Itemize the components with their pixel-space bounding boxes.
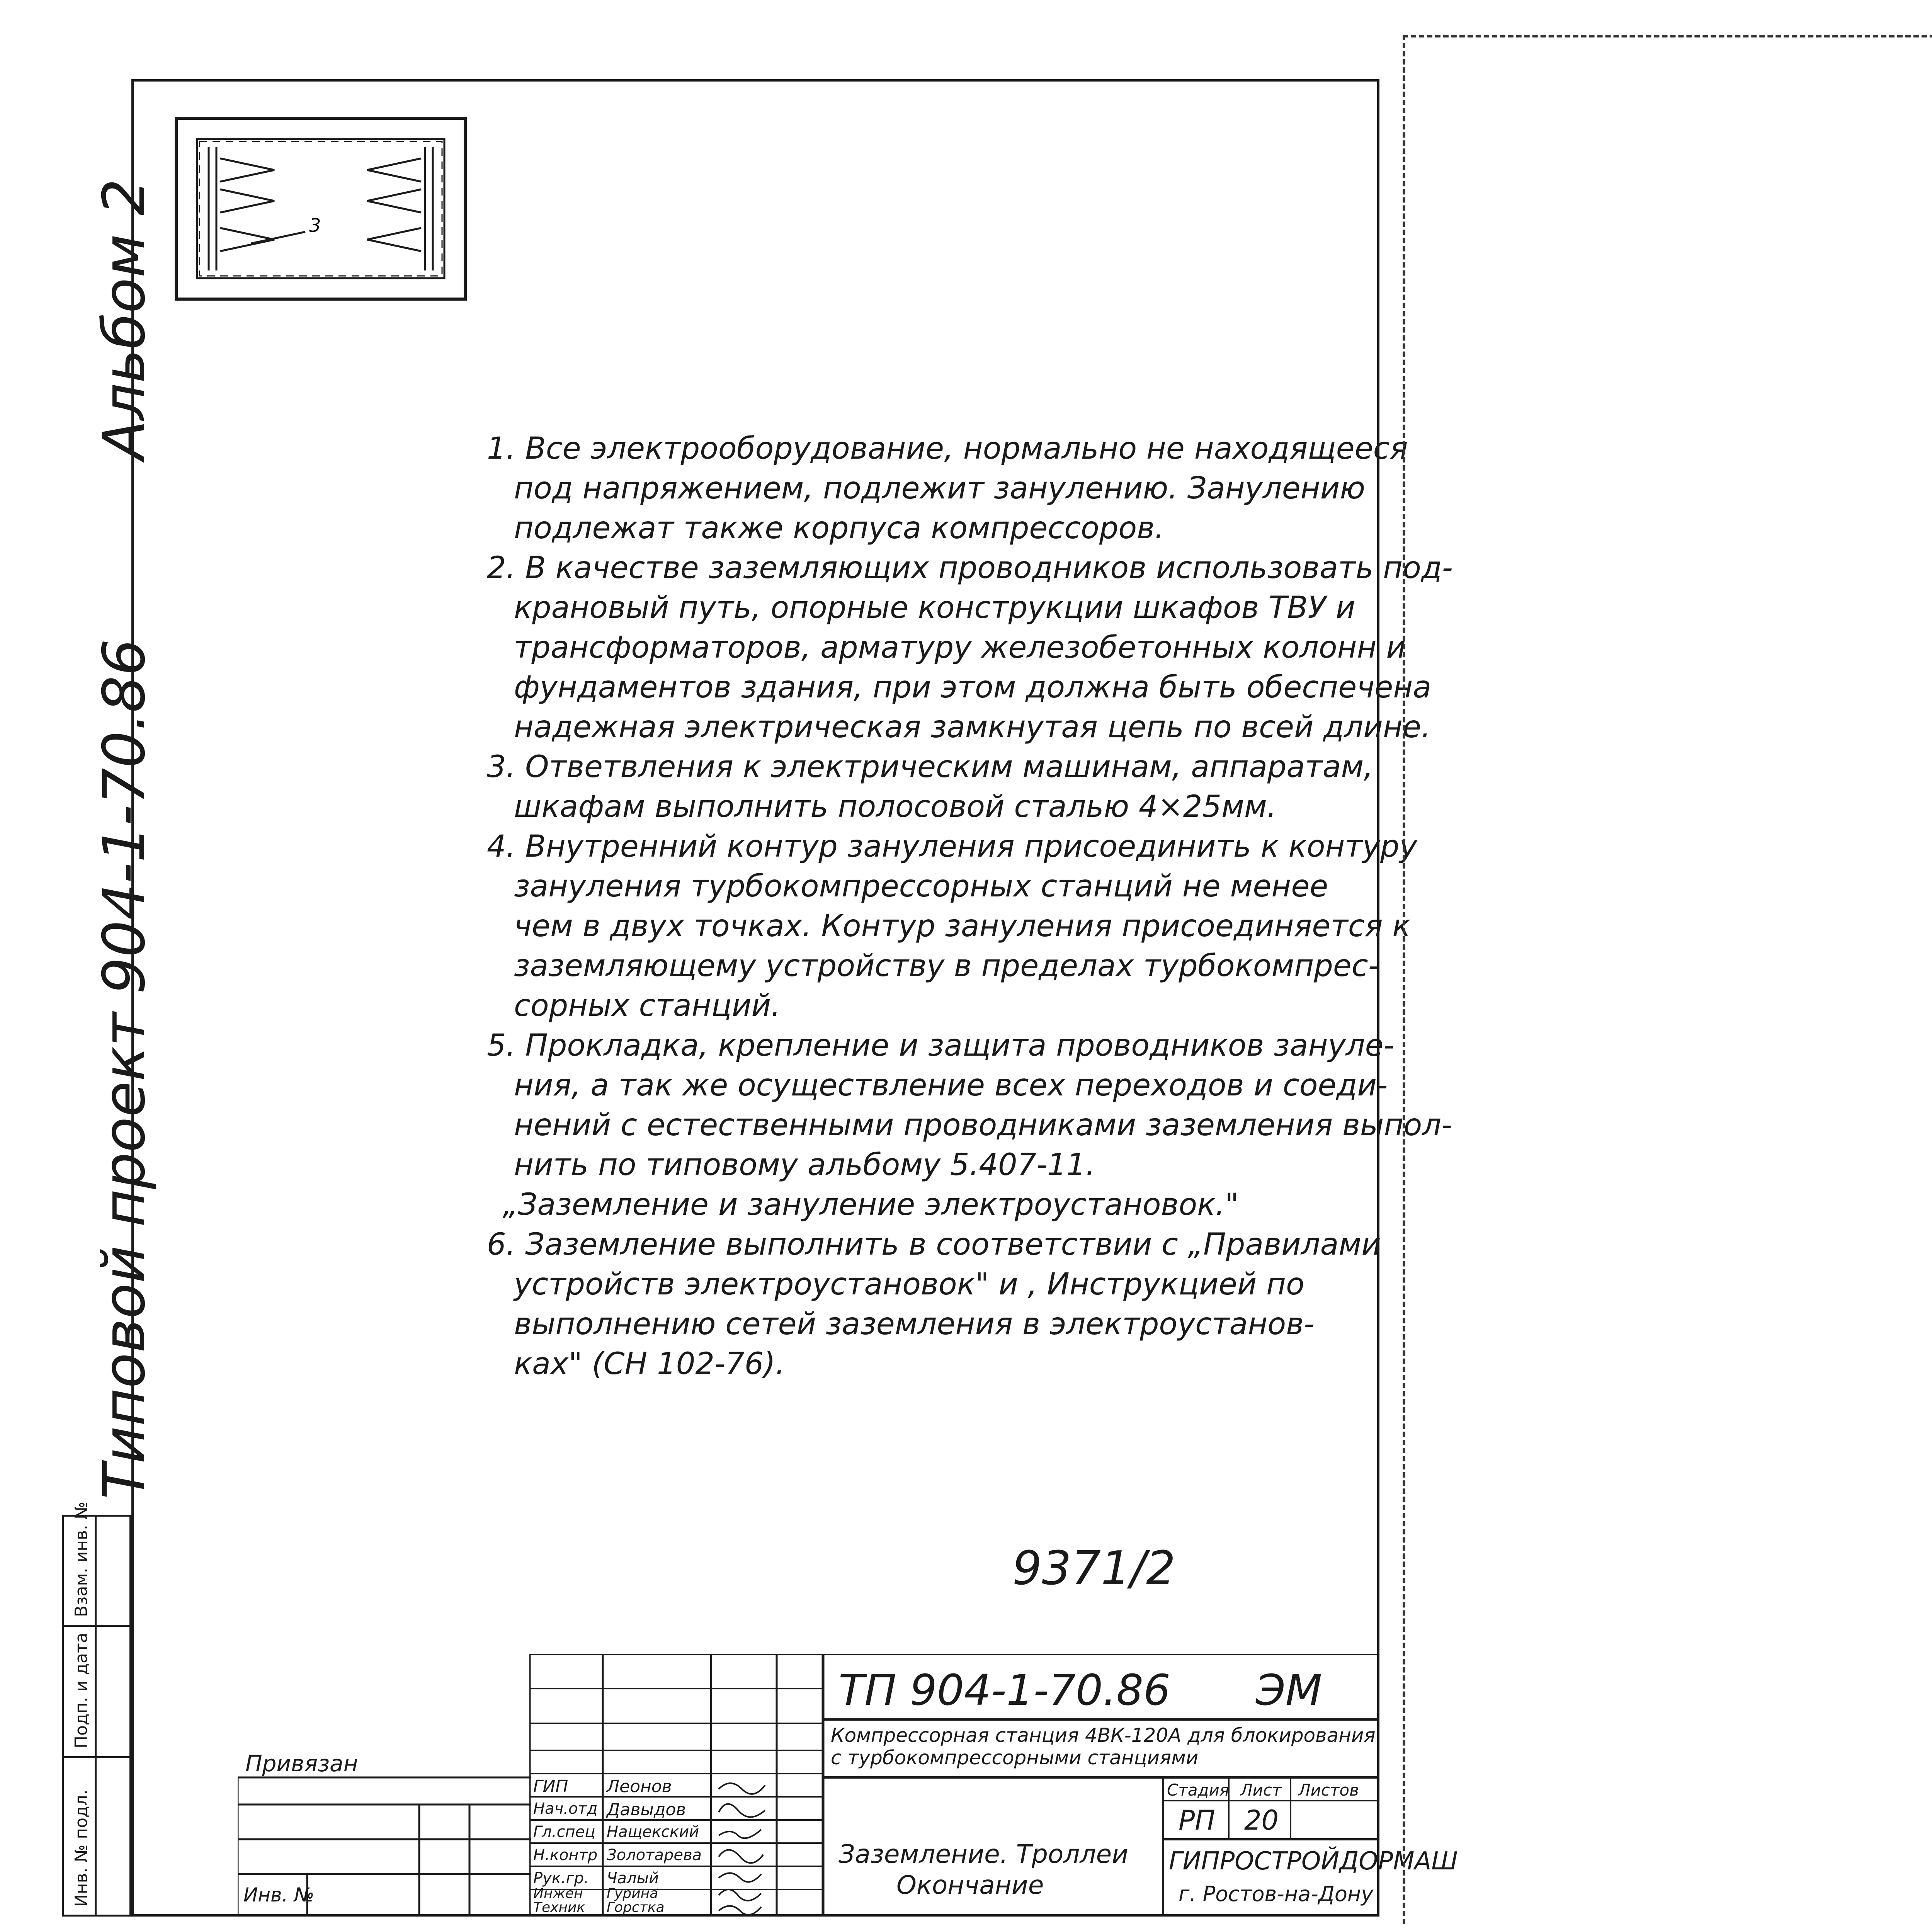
- note-line: нить по типовому альбому 5.407-11.: [514, 1148, 1095, 1182]
- doc-mark: ЭМ: [1256, 1665, 1322, 1715]
- name-group-lead: Чалый: [607, 1869, 659, 1887]
- note-line: трансформаторов, арматуру железобетонных колонн и: [514, 630, 1406, 665]
- note-line: сорных станций.: [514, 988, 781, 1023]
- project-label: Типовой проект 904-1-70.86: [91, 639, 158, 1499]
- note-line: ках" (СН 102-76).: [514, 1347, 785, 1381]
- sheet-value: 20: [1244, 1804, 1279, 1836]
- sheet-title-line2: Окончание: [896, 1870, 1044, 1900]
- name-head-dept: Давыдов: [607, 1800, 686, 1820]
- binding-stamp: [238, 1747, 531, 1917]
- object-name-line1: Компрессорная станция 4ВК-120А для блокирования: [831, 1724, 1376, 1747]
- role-group-lead: Рук.гр.: [533, 1869, 589, 1887]
- org-name: ГИПРОСТРОЙДОРМАШ: [1169, 1847, 1458, 1876]
- note-line: устройств электроустановок" и , Инструкцией по: [514, 1267, 1304, 1302]
- title-block: [529, 1654, 1458, 1917]
- album-label: Альбом 2: [91, 179, 158, 460]
- notes-block: [487, 429, 1453, 1384]
- note-line: 6. Заземление выполнить в соответствии с „Правилами: [487, 1227, 1381, 1262]
- bound-label: Привязан: [245, 1750, 358, 1777]
- doc-code: ТП 904-1-70.86: [838, 1665, 1171, 1715]
- stamp-inv-label: Инв. №: [243, 1884, 315, 1906]
- inventory-number: 9371/2: [1012, 1542, 1176, 1595]
- note-line: фундаментов здания, при этом должна быть обеспечена: [514, 670, 1432, 705]
- name-technician: Горстка: [607, 1900, 665, 1915]
- name-chief-spec: Нащекский: [607, 1823, 699, 1841]
- sheet-title-line1: Заземление. Троллеи: [838, 1839, 1129, 1869]
- sheets-label: Листов: [1298, 1781, 1359, 1799]
- strip-label-replace-inv: Взам. инв. №: [71, 1502, 91, 1617]
- note-line: заземляющему устройству в пределах турбокомпрес-: [514, 949, 1379, 983]
- stage-label: Стадия: [1167, 1781, 1230, 1799]
- note-line: ния, а так же осуществление всех переходов и соеди-: [514, 1068, 1388, 1103]
- note-line: чем в двух точках. Контур зануления присоединяется к: [514, 909, 1411, 944]
- note-line: подлежат также корпуса компрессоров.: [514, 511, 1164, 546]
- sheet-label: Лист: [1240, 1781, 1282, 1799]
- note-line: 2. В качестве заземляющих проводников использовать под-: [487, 551, 1453, 585]
- note-line: 4. Внутренний контур зануления присоединить к контуру: [487, 829, 1417, 864]
- object-name-line2: с турбокомпрессорными станциями: [831, 1747, 1199, 1769]
- strip-label-sign-date: Подп. и дата: [71, 1633, 91, 1748]
- sheet-edge-top: [1403, 35, 1932, 37]
- stage-value: РП: [1179, 1804, 1215, 1836]
- role-head-dept: Нач.отд: [533, 1800, 598, 1818]
- role-chief-spec: Гл.спец: [533, 1823, 595, 1841]
- note-line: 1. Все электрооборудование, нормально не находящееся: [487, 431, 1408, 466]
- role-gip: ГИП: [533, 1777, 568, 1796]
- strip-label-inv-orig: Инв. № подл.: [71, 1789, 91, 1907]
- diagram-callout: 3: [309, 215, 321, 236]
- note-line: крановый путь, опорные конструкции шкафов ТВУ и: [514, 590, 1355, 625]
- signatures: [715, 1774, 777, 1917]
- name-norm-control: Золотарева: [607, 1846, 702, 1864]
- name-gip: Леонов: [607, 1777, 672, 1796]
- note-line: выполнению сетей заземления в электроустанов-: [514, 1307, 1315, 1342]
- cabinet-diagram: [174, 116, 468, 301]
- note-line: надежная электрическая замкнутая цепь по всей длине.: [514, 710, 1431, 745]
- note-line: 3. Ответвления к электрическим машинам, аппаратам,: [487, 750, 1374, 784]
- note-line: шкафам выполнить полосовой сталью 4×25мм.: [514, 789, 1277, 824]
- note-line: 5. Прокладка, крепление и защита проводников зануле-: [487, 1028, 1395, 1063]
- note-line: под напряжением, подлежит занулению. Занулению: [514, 471, 1366, 506]
- name-engineer: Гурина: [607, 1886, 658, 1901]
- side-strip: [62, 1502, 131, 1917]
- role-engineer: Инжен: [533, 1886, 583, 1901]
- role-norm-control: Н.контр: [533, 1846, 598, 1864]
- second-sheet: [1403, 35, 1932, 1924]
- org-city: г. Ростов-на-Дону: [1179, 1882, 1374, 1906]
- role-technician: Техник: [533, 1900, 585, 1915]
- sheet-edge-left: [1403, 35, 1405, 1924]
- note-line: „Заземление и зануление электроустановок.": [502, 1187, 1239, 1222]
- note-line: нений с естественными проводниками заземления выпол-: [514, 1108, 1452, 1143]
- note-line: зануления турбокомпрессорных станций не менее: [514, 869, 1328, 904]
